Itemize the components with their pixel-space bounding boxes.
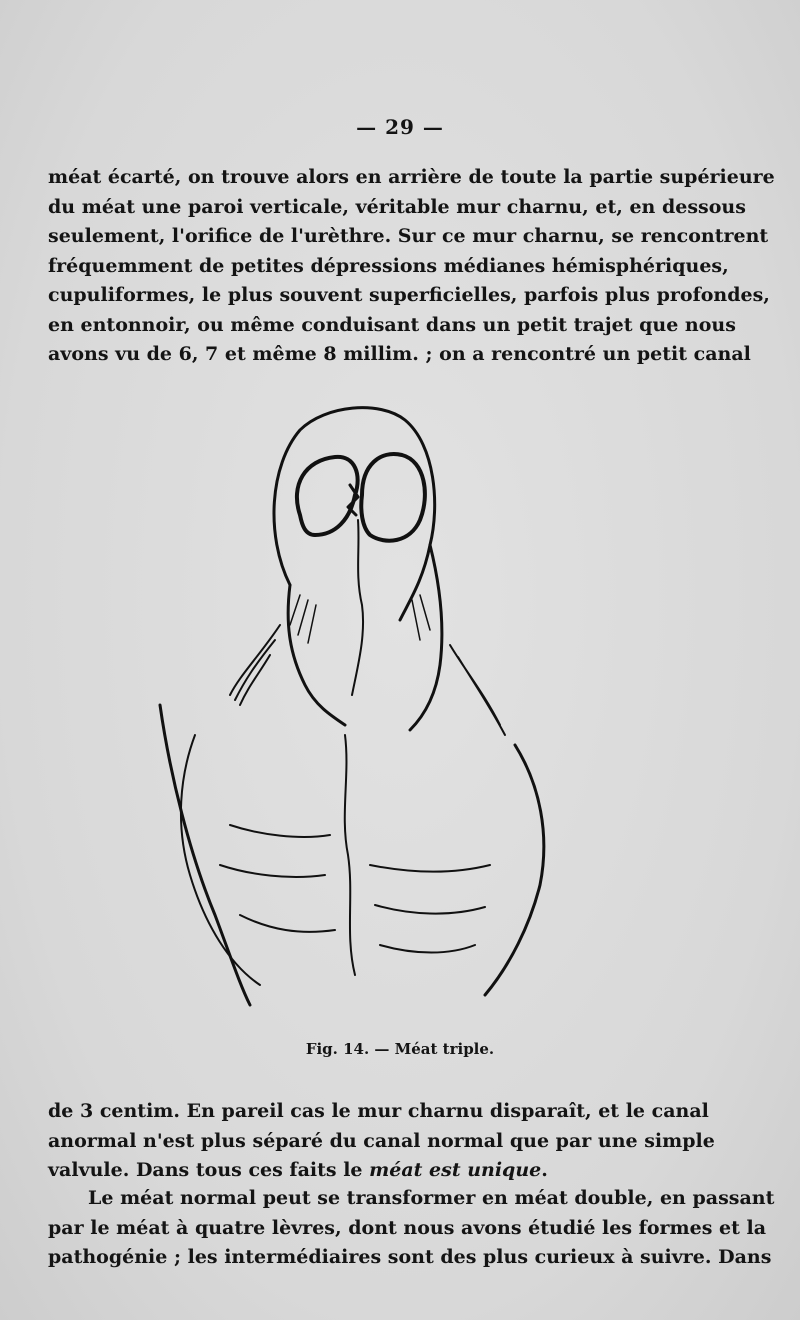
median-line <box>352 520 363 695</box>
skin-fold-3 <box>370 865 490 872</box>
text-fragment: . <box>541 1159 548 1181</box>
raphe <box>345 735 355 975</box>
text-fragment: valvule. Dans tous ces faits le <box>48 1159 370 1181</box>
hatch-right <box>412 595 430 640</box>
text-line: avons vu de 6, 7 et même 8 millim. ; on a rencontré un petit canal <box>48 343 751 365</box>
shading-right <box>450 645 505 735</box>
skin-fold-5 <box>240 915 335 932</box>
text-line: Le méat normal peut se transformer en méat double, en passant <box>88 1187 775 1209</box>
emphasis-text: méat est unique <box>369 1159 542 1181</box>
figure-caption: Fig. 14. — Méat triple. <box>305 1040 495 1058</box>
anatomical-illustration <box>140 395 610 1015</box>
meatus-right-lobe <box>361 454 425 541</box>
scrotum-left-outline <box>160 705 250 1005</box>
paragraph-3 <box>48 1184 775 1273</box>
paragraph-1 <box>48 163 775 370</box>
meatus-left-lobe <box>297 457 358 535</box>
scrotum-right-outline <box>485 745 544 995</box>
text-line: anormal n'est plus séparé du canal normal que par une simple <box>48 1129 715 1152</box>
shading-left <box>230 625 280 705</box>
skin-fold-1 <box>230 825 330 837</box>
text-line-with-emphasis <box>48 1156 700 1186</box>
text-line: de 3 centim. En pareil cas le mur charnu disparaît, et le canal <box>48 1100 709 1122</box>
shaft-right-edge <box>410 545 442 730</box>
skin-fold-2 <box>220 865 325 877</box>
text-line: méat écarté, on trouve alors en arrière de toute la partie supérieure <box>48 166 775 188</box>
skin-fold-6 <box>380 945 475 953</box>
text-line: pathogénie ; les intermédiaires sont des plus curieux à suivre. Dans <box>48 1246 772 1268</box>
paragraph-2 <box>48 1097 715 1186</box>
text-line: par le méat à quatre lèvres, dont nous avons étudié les formes et la <box>48 1216 767 1239</box>
hatch-left <box>290 595 316 643</box>
text-line: du méat une paroi verticale, véritable mur charnu, et, en dessous <box>48 195 746 218</box>
text-line: seulement, l'orifice de l'urèthre. Sur ce mur charnu, se rencontrent <box>48 225 769 247</box>
skin-fold-4 <box>375 905 485 914</box>
scrotum-body-left <box>181 735 260 985</box>
text-line: fréquemment de petites dépressions médianes hémisphériques, <box>48 254 729 277</box>
page-number: — 29 — <box>356 115 444 139</box>
text-line: en entonnoir, ou même conduisant dans un petit trajet que nous <box>48 313 736 336</box>
text-line: cupuliformes, le plus souvent superficielles, parfois plus profondes, <box>48 284 770 306</box>
